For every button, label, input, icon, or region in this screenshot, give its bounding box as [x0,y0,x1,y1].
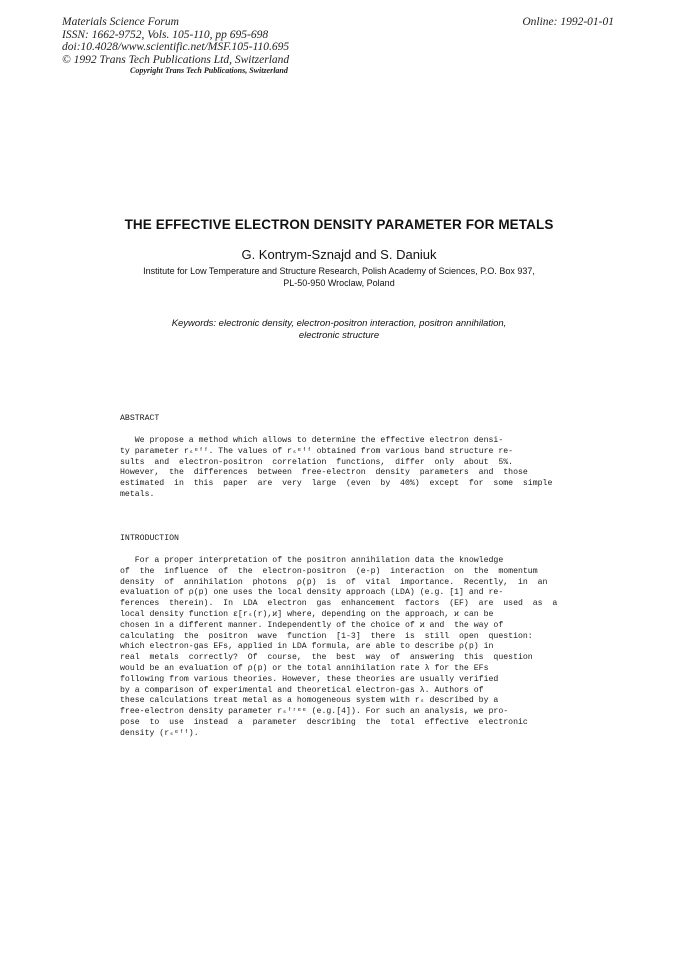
introduction-body [120,556,558,740]
introduction-line: free-electron density parameter rₛᶠʳᵉᵉ (e.g.[4]). For such an analysis, we pro- [120,707,509,717]
affiliation-line: Institute for Low Temperature and Structure Research, Polish Academy of Sciences, P.O. Box 937, [143,266,535,276]
keywords [100,318,578,341]
introduction-line: calculating the positron wave function [1-3] there is still open question: [120,631,533,641]
introduction-line: would be an evaluation of ρ(p) or the total annihilation rate λ for the EFs [120,663,489,673]
introduction-line: following from various theories. However, these theories are usually verified [120,674,499,684]
introduction-line: chosen in a different manner. Independently of the choice of ϰ and the way of [120,620,504,630]
abstract-body [120,436,553,501]
introduction-line: by a comparison of experimental and theoretical electron-gas λ. Authors of [120,685,484,695]
journal-header [62,16,289,66]
introduction-line: real metals correctly? Of course, the best way of answering this question [120,653,533,663]
introduction-line: of the influence of the electron-positron (e-p) interaction on the momentum [120,566,538,576]
abstract-line: sults and electron-positron correlation functions, differ only about 5%. [120,457,514,467]
abstract-line: ty parameter rₛᵉᶠᶠ. The values of rₛᵉᶠᶠ obtained from various band structure re- [120,446,514,456]
introduction-line: pose to use instead a parameter describing the total effective electronic [120,717,528,727]
introduction-line: ferences therein). In LDA electron gas enhancement factors (EF) are used as a [120,599,558,609]
affiliation-line: PL-50-950 Wroclaw, Poland [283,277,395,288]
journal-issn: ISSN: 1662-9752, Vols. 105-110, pp 695-698 [62,28,269,41]
journal-doi[interactable]: doi:10.4028/www.scientific.net/MSF.105-110.695 [62,41,290,53]
introduction-line: local density function ε[rₛ(r),ϰ] where, depending on the approach, ϰ can be [120,609,494,619]
affiliation [120,266,558,289]
abstract-line: We propose a method which allows to determine the effective electron densi- [120,436,504,445]
introduction-heading: INTRODUCTION [120,534,179,543]
copyright-stamp: Copyright Trans Tech Publications, Switzerland [130,66,288,75]
abstract-heading: ABSTRACT [120,414,160,423]
introduction-line: these calculations treat metal as a homogeneous system with rₛ described by a [120,696,499,706]
online-date: Online: 1992-01-01 [522,16,614,28]
journal-name: Materials Science Forum [62,16,179,28]
keywords-line: Keywords: electronic density, electron-positron interaction, positron annihilation, [171,318,507,329]
keywords-line: electronic structure [298,329,380,341]
introduction-line: density of annihilation photons ρ(p) is of vital importance. Recently, in an [120,577,548,587]
introduction-line: evaluation of ρ(p) one uses the local density approach (LDA) (e.g. [1] and re- [120,588,504,598]
journal-copyright: © 1992 Trans Tech Publications Ltd, Switzerland [62,53,290,66]
paper-title: THE EFFECTIVE ELECTRON DENSITY PARAMETER FOR METALS [124,217,554,232]
introduction-line: which electron-gas EFs, applied in LDA formula, are able to describe ρ(p) in [120,642,494,652]
abstract-line: estimated in this paper are very large (even by 40%) except for some simple [120,479,553,489]
introduction-line: For a proper interpretation of the positron annihilation data the knowledge [120,556,504,565]
introduction-line: density (rₛᵉᶠᶠ). [120,728,199,738]
paper-authors: G. Kontrym-Sznajd and S. Daniuk [241,247,437,262]
abstract-line: metals. [120,489,155,499]
abstract-line: However, the differences between free-electron density parameters and those [120,468,528,478]
